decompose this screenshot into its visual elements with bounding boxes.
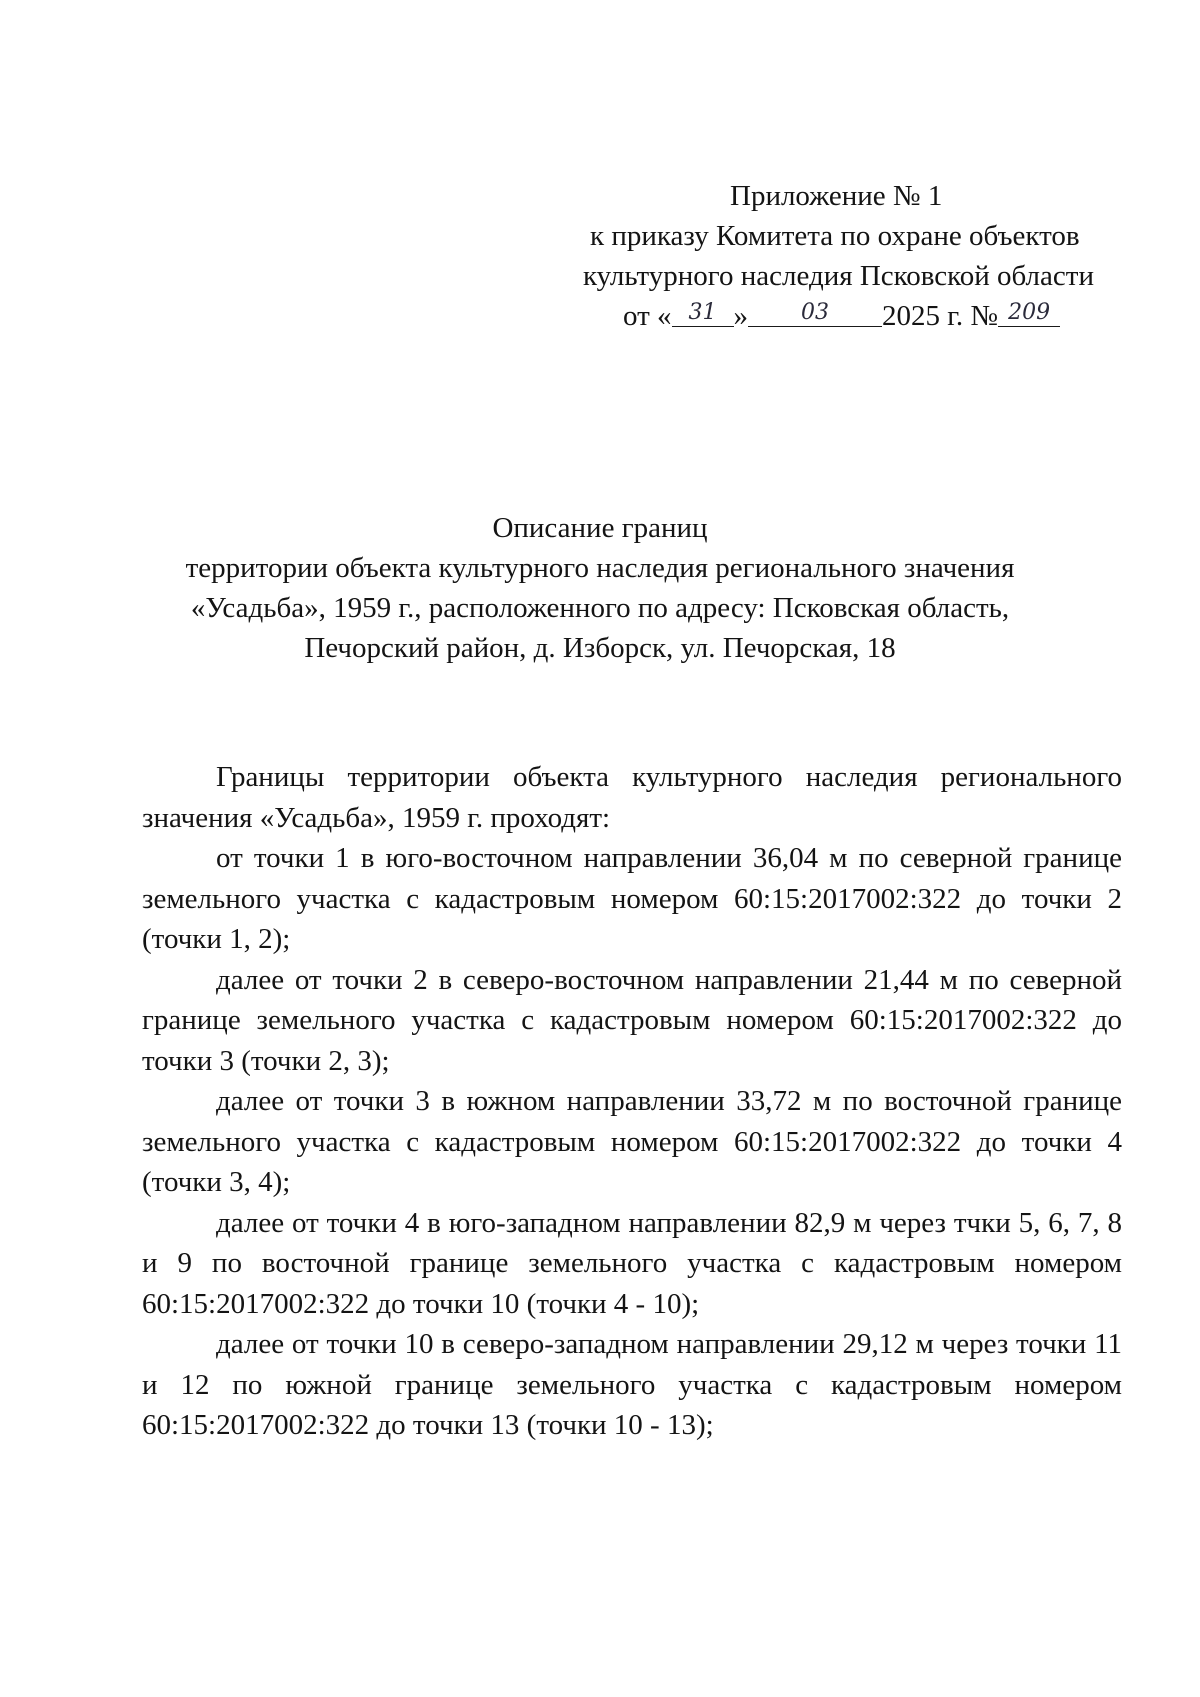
order-number-field xyxy=(998,296,1060,327)
year-and-number-label: 2025 г. № xyxy=(882,300,999,332)
appendix-date-line xyxy=(623,296,1120,336)
appendix-title: Приложение № 1 xyxy=(730,180,943,212)
appendix-committee: культурного наследия Псковской области xyxy=(583,260,1094,292)
paragraph-segment-4-10: далее от точки 4 в юго-западном направлении 82,9 м через тчки 5, 6, 7, 8 и 9 по восточной границе земельного участка с кадастровым номером 60:15:2017002:322 до точки 10 (точки 4 - 10); xyxy=(142,1206,1122,1320)
paragraph-intro: Границы территории объекта культурного наследия регионального значения «Усадьба», 1959 г. проходят: xyxy=(142,761,1122,834)
handwritten-order-number: 209 xyxy=(1008,300,1051,325)
paragraph-segment-10-13: далее от точки 10 в северо-западном направлении 29,12 м через точки 11 и 12 по южной границе земельного участка с кадастровым номером 60:15:2017002:322 до точки 13 (точки 10 - 13); xyxy=(142,1328,1122,1441)
document-title xyxy=(120,508,1080,668)
appendix-header xyxy=(560,176,1120,336)
title-line-2: территории объекта культурного наследия регионального значения xyxy=(185,552,1015,584)
document-body xyxy=(142,757,1122,1446)
date-mid: » xyxy=(733,300,749,332)
appendix-order-ref: к приказу Комитета по охране объектов xyxy=(590,220,1080,252)
date-prefix: от « xyxy=(623,300,672,332)
title-line-4: Печорский район, д. Изборск, ул. Печорская, 18 xyxy=(304,632,896,664)
paragraph-segment-2-3: далее от точки 2 в северо-восточном направлении 21,44 м по северной границе земельного участка с кадастровым номером 60:15:2017002:322 до точки 3 (точки 2, 3); xyxy=(142,963,1122,1077)
paragraph-segment-3-4: далее от точки 3 в южном направлении 33,72 м по восточной границе земельного участка с кадастровым номером 60:15:2017002:322 до точки 4 (точки 3, 4); xyxy=(142,1085,1122,1198)
title-line-3: «Усадьба», 1959 г., расположенного по адресу: Псковская область, xyxy=(190,592,1010,624)
paragraph-segment-1-2: от точки 1 в юго-восточном направлении 36,04 м по северной границе земельного участка с кадастровым номером 60:15:2017002:322 до точки 2 (точки 1, 2); xyxy=(142,842,1122,955)
title-line-1: Описание границ xyxy=(492,512,708,544)
handwritten-day: 31 xyxy=(688,300,717,325)
month-field xyxy=(748,296,882,327)
day-field xyxy=(672,296,734,327)
handwritten-month: 03 xyxy=(801,300,830,325)
